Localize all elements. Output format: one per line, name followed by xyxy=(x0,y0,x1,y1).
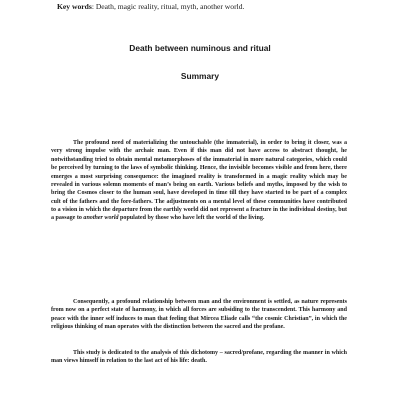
paragraph-2-text: Consequently, a profound relationship between man and the environment is settled, as nature represents from now on a perfect state of harmony, in which all forces are subsiding to the transcendent. This harmony and peace with the inner self induces to man that feeling that Mircea Eliade calls “the cosmic Christian”, in which the religious thinking of man operates with the distinction between the sacred and the profane. xyxy=(51,299,347,331)
keywords-value: : Death, magic reality, ritual, myth, another world. xyxy=(91,2,245,11)
paper-title: Death between numinous and ritual xyxy=(129,43,271,53)
paragraph-1-text-b: populated by those who have left the world of the living. xyxy=(118,215,265,222)
paragraph-1-text-a: The profound need of materializing the untouchable (the immaterial), in order to bring it closer, was a very strong impulse with the archaic man. Even if this man did not have access to abstract thought, he notwithstanding tried to obtain mental metamorphoses of the immaterial in more natural categories, which could be perceived by turning to the laws of symbolic thinking. Hence, the invisible becomes visible and from here, there emerges a most surprising consequence: the imagined reality is transformed in a magic reality which may be revealed in various solemn moments of man’s being on earth. Various beliefs and myths, imposed by the wish to bring the Cosmos closer to the human soul, have developed in time till they have started to be part of a complex cult of the fathers and the fore-fathers. The adjustments on a mental level of these communities have contributed to a vision in which the departure from the earthly world did not represent a fracture in the individual destiny, but a passage to xyxy=(51,140,347,222)
keywords-line xyxy=(57,2,377,11)
summary-paragraph-1 xyxy=(51,139,347,223)
section-heading-summary: Summary xyxy=(180,71,220,81)
summary-paragraph-3 xyxy=(51,349,347,366)
paragraph-1-emphasis: another world xyxy=(83,215,119,222)
keywords-label: Key words xyxy=(57,2,92,11)
paragraph-3-text: This study is dedicated to the analysis of this dichotomy – sacred/profane, regarding the manner in which man views himself in relation to the last act of his life: death. xyxy=(51,350,347,365)
summary-paragraph-2 xyxy=(51,298,347,332)
